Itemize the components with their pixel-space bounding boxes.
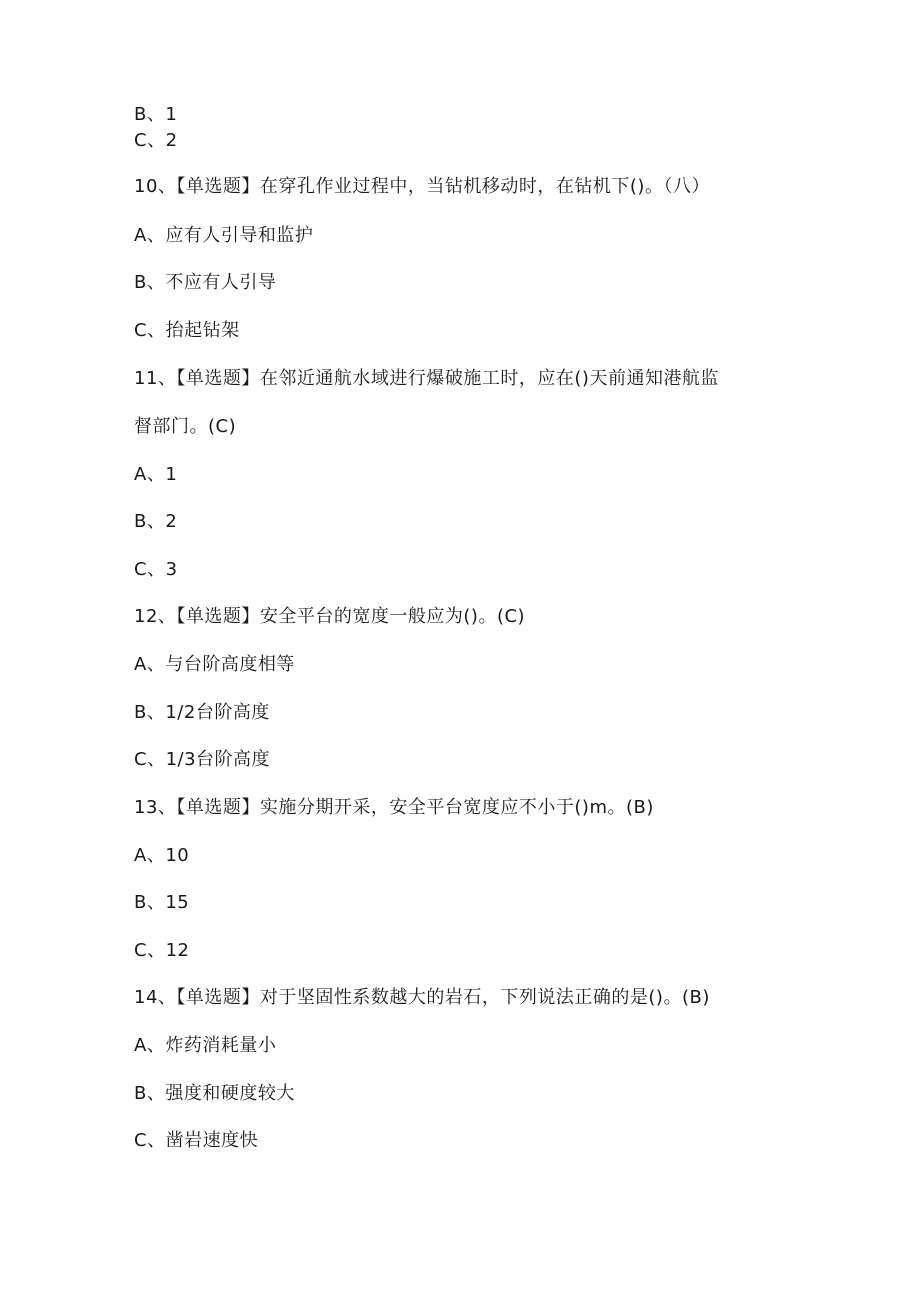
option-line: B、强度和硬度较大: [134, 1083, 295, 1104]
option-line: C、抬起钻架: [134, 320, 240, 341]
option-line: C、12: [134, 940, 190, 961]
option-line: B、1: [134, 104, 178, 125]
option-line: A、1: [134, 464, 178, 485]
question-11-continued: 督部门。(C): [134, 416, 237, 437]
question-14: 14、【单选题】对于坚固性系数越大的岩石，下列说法正确的是()。(B): [134, 987, 710, 1008]
option-line: C、凿岩速度快: [134, 1130, 259, 1151]
option-line: A、10: [134, 845, 190, 866]
question-13: 13、【单选题】实施分期开采，安全平台宽度应不小于()m。(B): [134, 797, 654, 818]
question-12: 12、【单选题】安全平台的宽度一般应为()。(C): [134, 606, 526, 627]
option-line: A、应有人引导和监护: [134, 225, 314, 246]
option-line: B、不应有人引导: [134, 272, 277, 293]
option-line: A、与台阶高度相等: [134, 654, 295, 675]
option-line: C、3: [134, 559, 178, 580]
question-10: 10、【单选题】在穿孔作业过程中，当钻机移动时，在钻机下()。（八）: [134, 176, 710, 197]
option-line: B、15: [134, 892, 190, 913]
option-line: B、2: [134, 511, 178, 532]
question-11: 11、【单选题】在邻近通航水域进行爆破施工时，应在()天前通知港航监: [134, 368, 719, 389]
option-line: C、1/3台阶高度: [134, 749, 271, 770]
option-line: A、炸药消耗量小: [134, 1035, 277, 1056]
option-line: B、1/2台阶高度: [134, 702, 270, 723]
option-line: C、2: [134, 130, 178, 151]
